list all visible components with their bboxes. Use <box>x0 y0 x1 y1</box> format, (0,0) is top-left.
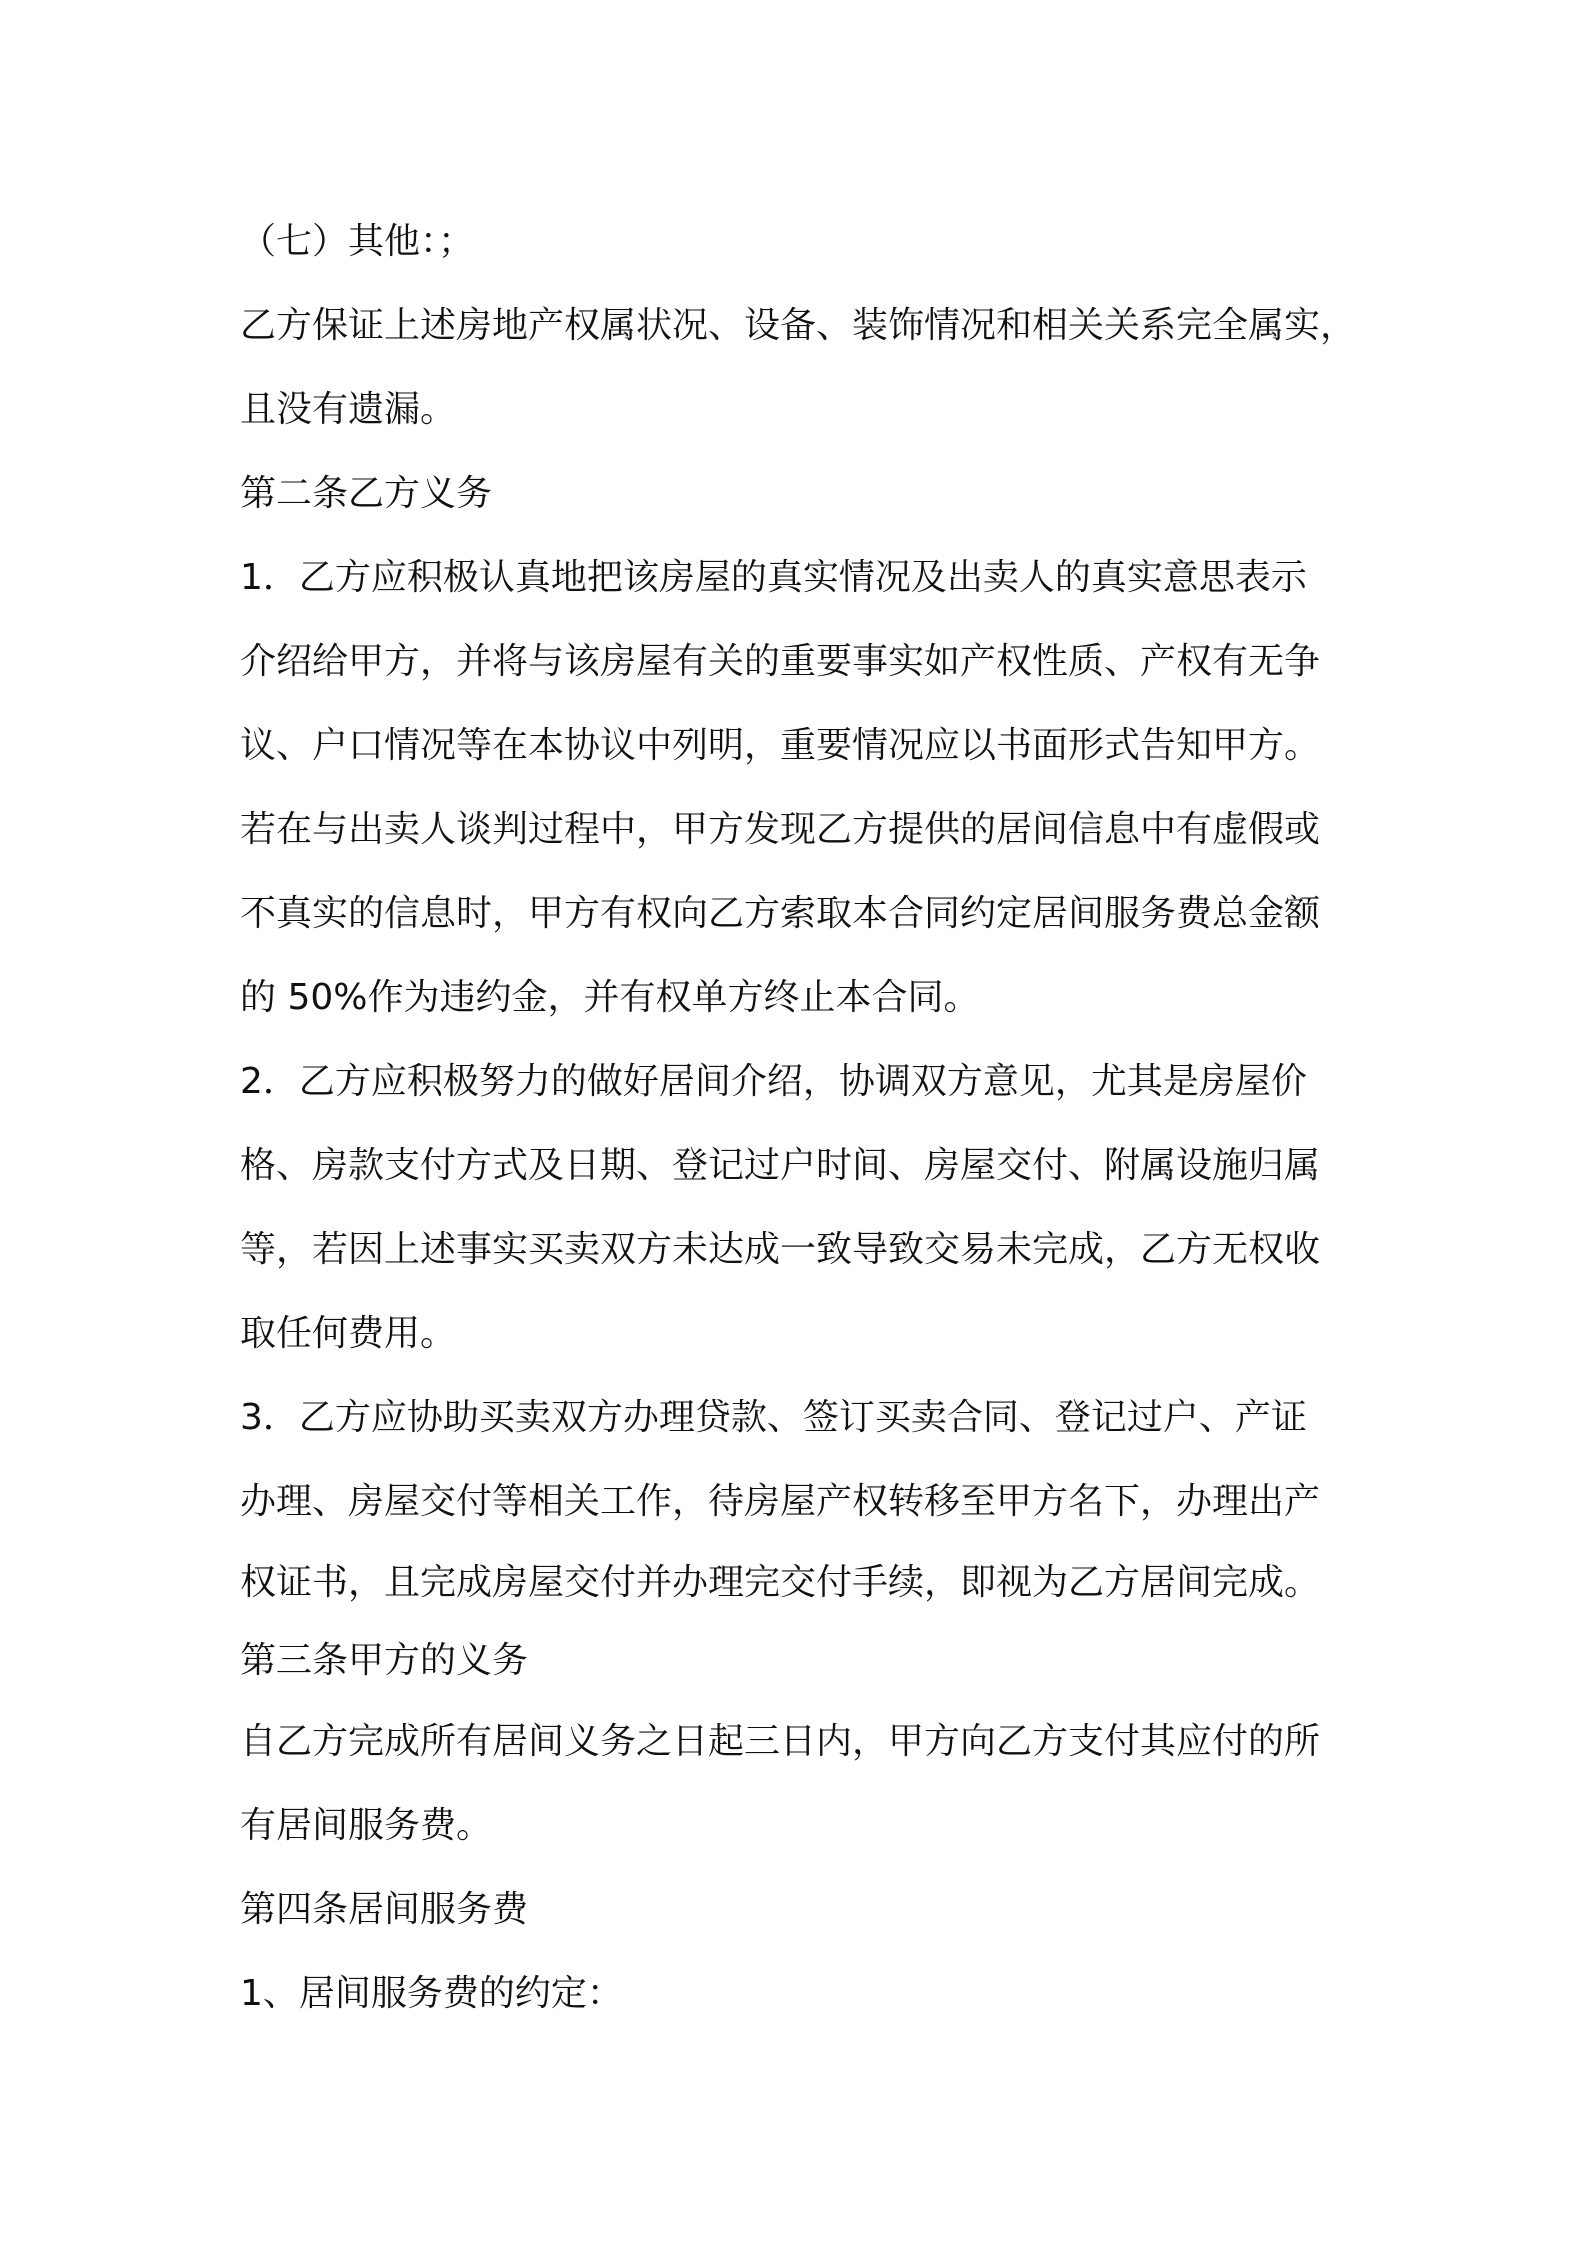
article-4-item-1: 1、居间服务费的约定： <box>240 1973 623 2014</box>
article-2-heading: 第二条乙方义务 <box>240 473 493 514</box>
article-4-heading: 第四条居间服务费 <box>240 1889 529 1930</box>
guarantee-text-line-1: 乙方保证上述房地产权属状况、设备、装饰情况和相关关系完全属实， <box>240 305 1357 346</box>
article-2-item-1-line-3: 议、户口情况等在本协议中列明，重要情况应以书面形式告知甲方。 <box>240 725 1321 766</box>
article-2-item-2-line-4: 取任何费用。 <box>240 1313 457 1354</box>
article-2-item-3-line-2: 办理、房屋交付等相关工作，待房屋产权转移至甲方名下，办理出产 <box>240 1481 1321 1522</box>
article-2-item-1-line-5: 不真实的信息时，甲方有权向乙方索取本合同约定居间服务费总金额 <box>240 893 1321 934</box>
article-2-item-2-line-1: 2．乙方应积极努力的做好居间介绍，协调双方意见，尤其是房屋价 <box>240 1061 1307 1102</box>
article-3-heading: 第三条甲方的义务 <box>240 1640 529 1681</box>
article-2-item-1-line-6: 的 50%作为违约金，并有权单方终止本合同。 <box>240 977 980 1018</box>
article-2-item-1-line-1: 1．乙方应积极认真地把该房屋的真实情况及出卖人的真实意思表示 <box>240 557 1307 598</box>
article-2-item-1-line-4: 若在与出卖人谈判过程中，甲方发现乙方提供的居间信息中有虚假或 <box>240 809 1321 850</box>
article-2-item-1-line-2: 介绍给甲方，并将与该房屋有关的重要事实如产权性质、产权有无争 <box>240 641 1321 682</box>
clause-other: （七）其他：； <box>240 221 475 262</box>
guarantee-text-line-2: 且没有遗漏。 <box>240 389 457 430</box>
article-3-text-line-1: 自乙方完成所有居间义务之日起三日内，甲方向乙方支付其应付的所 <box>240 1721 1321 1762</box>
article-2-item-3-line-3: 权证书，且完成房屋交付并办理完交付手续，即视为乙方居间完成。 <box>240 1562 1321 1603</box>
article-2-item-2-line-2: 格、房款支付方式及日期、登记过户时间、房屋交付、附属设施归属 <box>240 1145 1321 1186</box>
article-2-item-3-line-1: 3．乙方应协助买卖双方办理贷款、签订买卖合同、登记过户、产证 <box>240 1397 1307 1438</box>
document-body <box>240 200 1360 2036</box>
article-2-item-2-line-3: 等，若因上述事实买卖双方未达成一致导致交易未完成，乙方无权收 <box>240 1229 1321 1270</box>
article-3-text-line-2: 有居间服务费。 <box>240 1805 493 1846</box>
